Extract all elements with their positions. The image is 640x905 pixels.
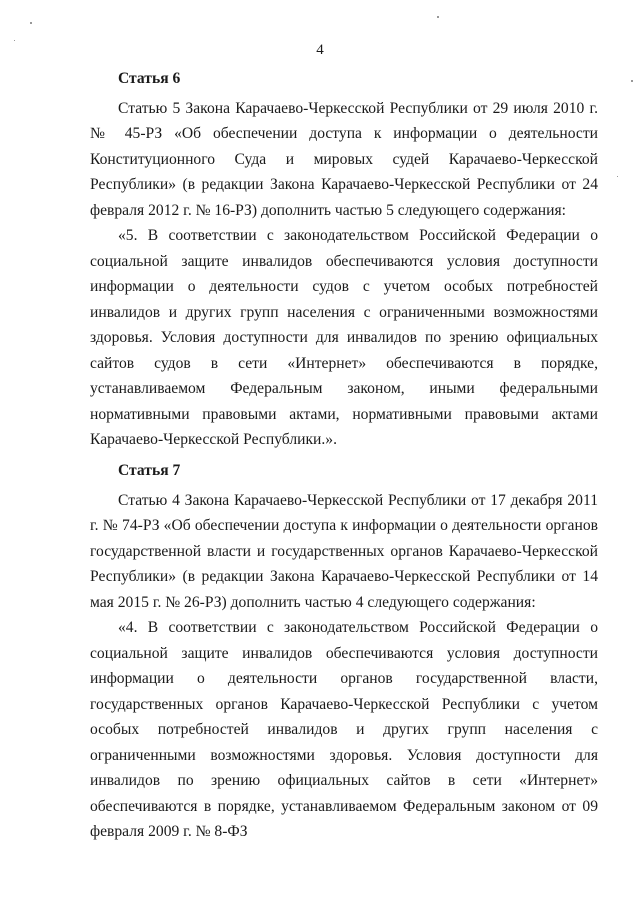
article-6 [90, 66, 598, 453]
article-paragraph: Статью 4 Закона Карачаево-Черкесской Республики от 17 декабря 2011 г. № 74-РЗ «Об обеспечении доступа к информации о деятельности органов государственной власти и государственных органов Карачаево-Черкесской Республики» (в редакции Закона Карачаево-Черкесской Республики от 14 мая 2015 г. № 26-РЗ) дополнить частью 4 следующего содержания: [90, 491, 598, 611]
scan-speck [437, 16, 439, 18]
scan-speck [30, 22, 32, 24]
scan-speck [14, 40, 15, 41]
scan-speck [631, 80, 633, 82]
article-paragraph: «4. В соответствии с законодательством Российской Федерации о социальной защите инвалидов обеспечиваются условия доступности информации о деятельности органов государственной власти, государственных органов Карачаево-Черкесской Республики с учетом особых потребностей инвалидов и других групп населения с ограниченными возможностями здоровья. Условия доступности для инвалидов по зрению официальных сайтов в сети «Интернет» обеспечиваются в порядке, устанавливаемом Федеральным законом от 09 февраля 2009 г. № 8-ФЗ [90, 619, 598, 840]
page-number: 4 [316, 42, 324, 58]
article-paragraph: «5. В соответствии с законодательством Российской Федерации о социальной защите инвалидов обеспечиваются условия доступности информации о деятельности судов с учетом особых потребностей инвалидов и других групп населения с ограниченными возможностями здоровья. Условия доступности для инвалидов по зрению официальных сайтов судов в сети «Интернет» обеспечиваются в порядке, устанавливаемом Федеральным законом, иными федеральными нормативными правовыми актами, нормативными правовыми актами Карачаево-Черкесской Республики.». [90, 227, 598, 448]
article-heading: Статья 7 [118, 462, 181, 479]
article-7 [90, 458, 598, 845]
scan-speck [617, 176, 618, 177]
article-heading: Статья 6 [118, 70, 181, 87]
article-paragraph: Статью 5 Закона Карачаево-Черкесской Республики от 29 июля 2010 г. № 45-РЗ «Об обеспечении доступа к информации о деятельности Конституционного Суда и мировых судей Карачаево-Черкесской Республики» (в редакции Закона Карачаево-Черкесской Республики от 24 февраля 2012 г. № 16-РЗ) дополнить частью 5 следующего содержания: [90, 99, 598, 219]
